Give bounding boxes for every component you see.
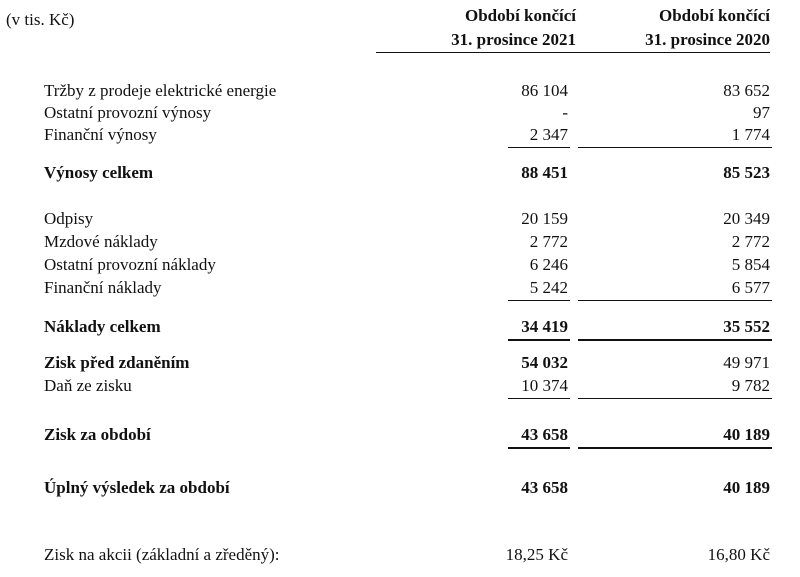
row-other-operating-income bbox=[0, 102, 800, 124]
unit-label: (v tis. Kč) bbox=[6, 10, 75, 29]
row-value-2021: 34 419 bbox=[521, 317, 568, 336]
row-income-tax bbox=[0, 375, 800, 397]
row-value-2020: 6 577 bbox=[731, 278, 770, 297]
row-value-2020: 40 189 bbox=[723, 478, 770, 497]
row-earnings-per-share bbox=[0, 544, 800, 566]
row-value-2021: 86 104 bbox=[521, 81, 568, 100]
row-depreciation bbox=[0, 208, 800, 230]
row-value-2020: 35 552 bbox=[723, 317, 770, 336]
row-label: Tržby z prodeje elektrické energie bbox=[44, 81, 277, 100]
row-value-2021: 5 242 bbox=[529, 278, 568, 297]
row-label: Mzdové náklady bbox=[44, 232, 158, 251]
row-profit-for-period bbox=[0, 424, 800, 446]
row-label: Finanční výnosy bbox=[44, 125, 157, 144]
row-financial-costs bbox=[0, 277, 800, 299]
row-other-operating-costs bbox=[0, 254, 800, 276]
underline-2020 bbox=[578, 447, 772, 449]
row-label: Zisk před zdaněním bbox=[44, 353, 190, 372]
row-label: Náklady celkem bbox=[44, 317, 161, 336]
row-label: Daň ze zisku bbox=[44, 376, 132, 395]
underline-2020 bbox=[578, 147, 772, 148]
row-financial-income bbox=[0, 124, 800, 146]
underline-2020 bbox=[578, 398, 772, 399]
row-label: Finanční náklady bbox=[44, 278, 162, 297]
underline-2020 bbox=[578, 300, 772, 301]
row-value-2021: 2 772 bbox=[529, 232, 568, 251]
row-total-revenue bbox=[0, 162, 800, 184]
underline-2020 bbox=[578, 339, 772, 341]
underline-2021 bbox=[508, 300, 570, 301]
column-header-2021-line1: Období končící bbox=[464, 6, 576, 25]
row-label: Úplný výsledek za období bbox=[44, 478, 230, 497]
row-value-2020: 40 189 bbox=[723, 425, 770, 444]
column-header-2020-line1: Období končící bbox=[658, 6, 770, 25]
column-header-2020 bbox=[570, 4, 770, 53]
row-value-2020: 83 652 bbox=[723, 81, 770, 100]
underline-2021 bbox=[508, 339, 570, 341]
row-total-costs bbox=[0, 316, 800, 338]
row-value-2021: 6 246 bbox=[529, 255, 568, 274]
row-value-2020: 49 971 bbox=[723, 353, 770, 372]
row-label: Výnosy celkem bbox=[44, 163, 154, 182]
column-header-2021-line2: 31. prosince 2021 bbox=[376, 28, 576, 53]
row-profit-before-tax bbox=[0, 352, 800, 374]
row-value-2021: 43 658 bbox=[521, 425, 568, 444]
row-value-2020: 2 772 bbox=[731, 232, 770, 251]
row-value-2020: 1 774 bbox=[731, 125, 770, 144]
column-header-2020-line2: 31. prosince 2020 bbox=[570, 28, 770, 53]
row-label: Zisk na akcii (základní a zředěný): bbox=[44, 545, 280, 564]
row-value-2021: 18,25 Kč bbox=[505, 545, 568, 564]
row-value-2020: 9 782 bbox=[731, 376, 770, 395]
row-value-2020: 16,80 Kč bbox=[707, 545, 770, 564]
row-label: Ostatní provozní výnosy bbox=[44, 103, 212, 122]
underline-2021 bbox=[508, 147, 570, 148]
row-value-2021: 2 347 bbox=[529, 125, 568, 144]
row-value-2021: 88 451 bbox=[521, 163, 568, 182]
row-value-2020: 5 854 bbox=[731, 255, 770, 274]
underline-2021 bbox=[508, 447, 570, 449]
row-value-2021: 43 658 bbox=[521, 478, 568, 497]
row-value-2021: 20 159 bbox=[521, 209, 568, 228]
row-wage-costs bbox=[0, 231, 800, 253]
row-label: Ostatní provozní náklady bbox=[44, 255, 216, 274]
row-label: Odpisy bbox=[44, 209, 94, 228]
row-value-2020: 85 523 bbox=[723, 163, 770, 182]
row-comprehensive-income bbox=[0, 477, 800, 499]
row-value-2021: 54 032 bbox=[521, 353, 568, 372]
row-label: Zisk za období bbox=[44, 425, 151, 444]
row-value-2020: 97 bbox=[753, 103, 770, 122]
row-revenue-electricity bbox=[0, 80, 800, 102]
underline-2021 bbox=[508, 398, 570, 399]
row-value-2021: - bbox=[562, 103, 568, 122]
row-value-2021: 10 374 bbox=[521, 376, 568, 395]
column-header-2021 bbox=[376, 4, 576, 53]
row-value-2020: 20 349 bbox=[723, 209, 770, 228]
